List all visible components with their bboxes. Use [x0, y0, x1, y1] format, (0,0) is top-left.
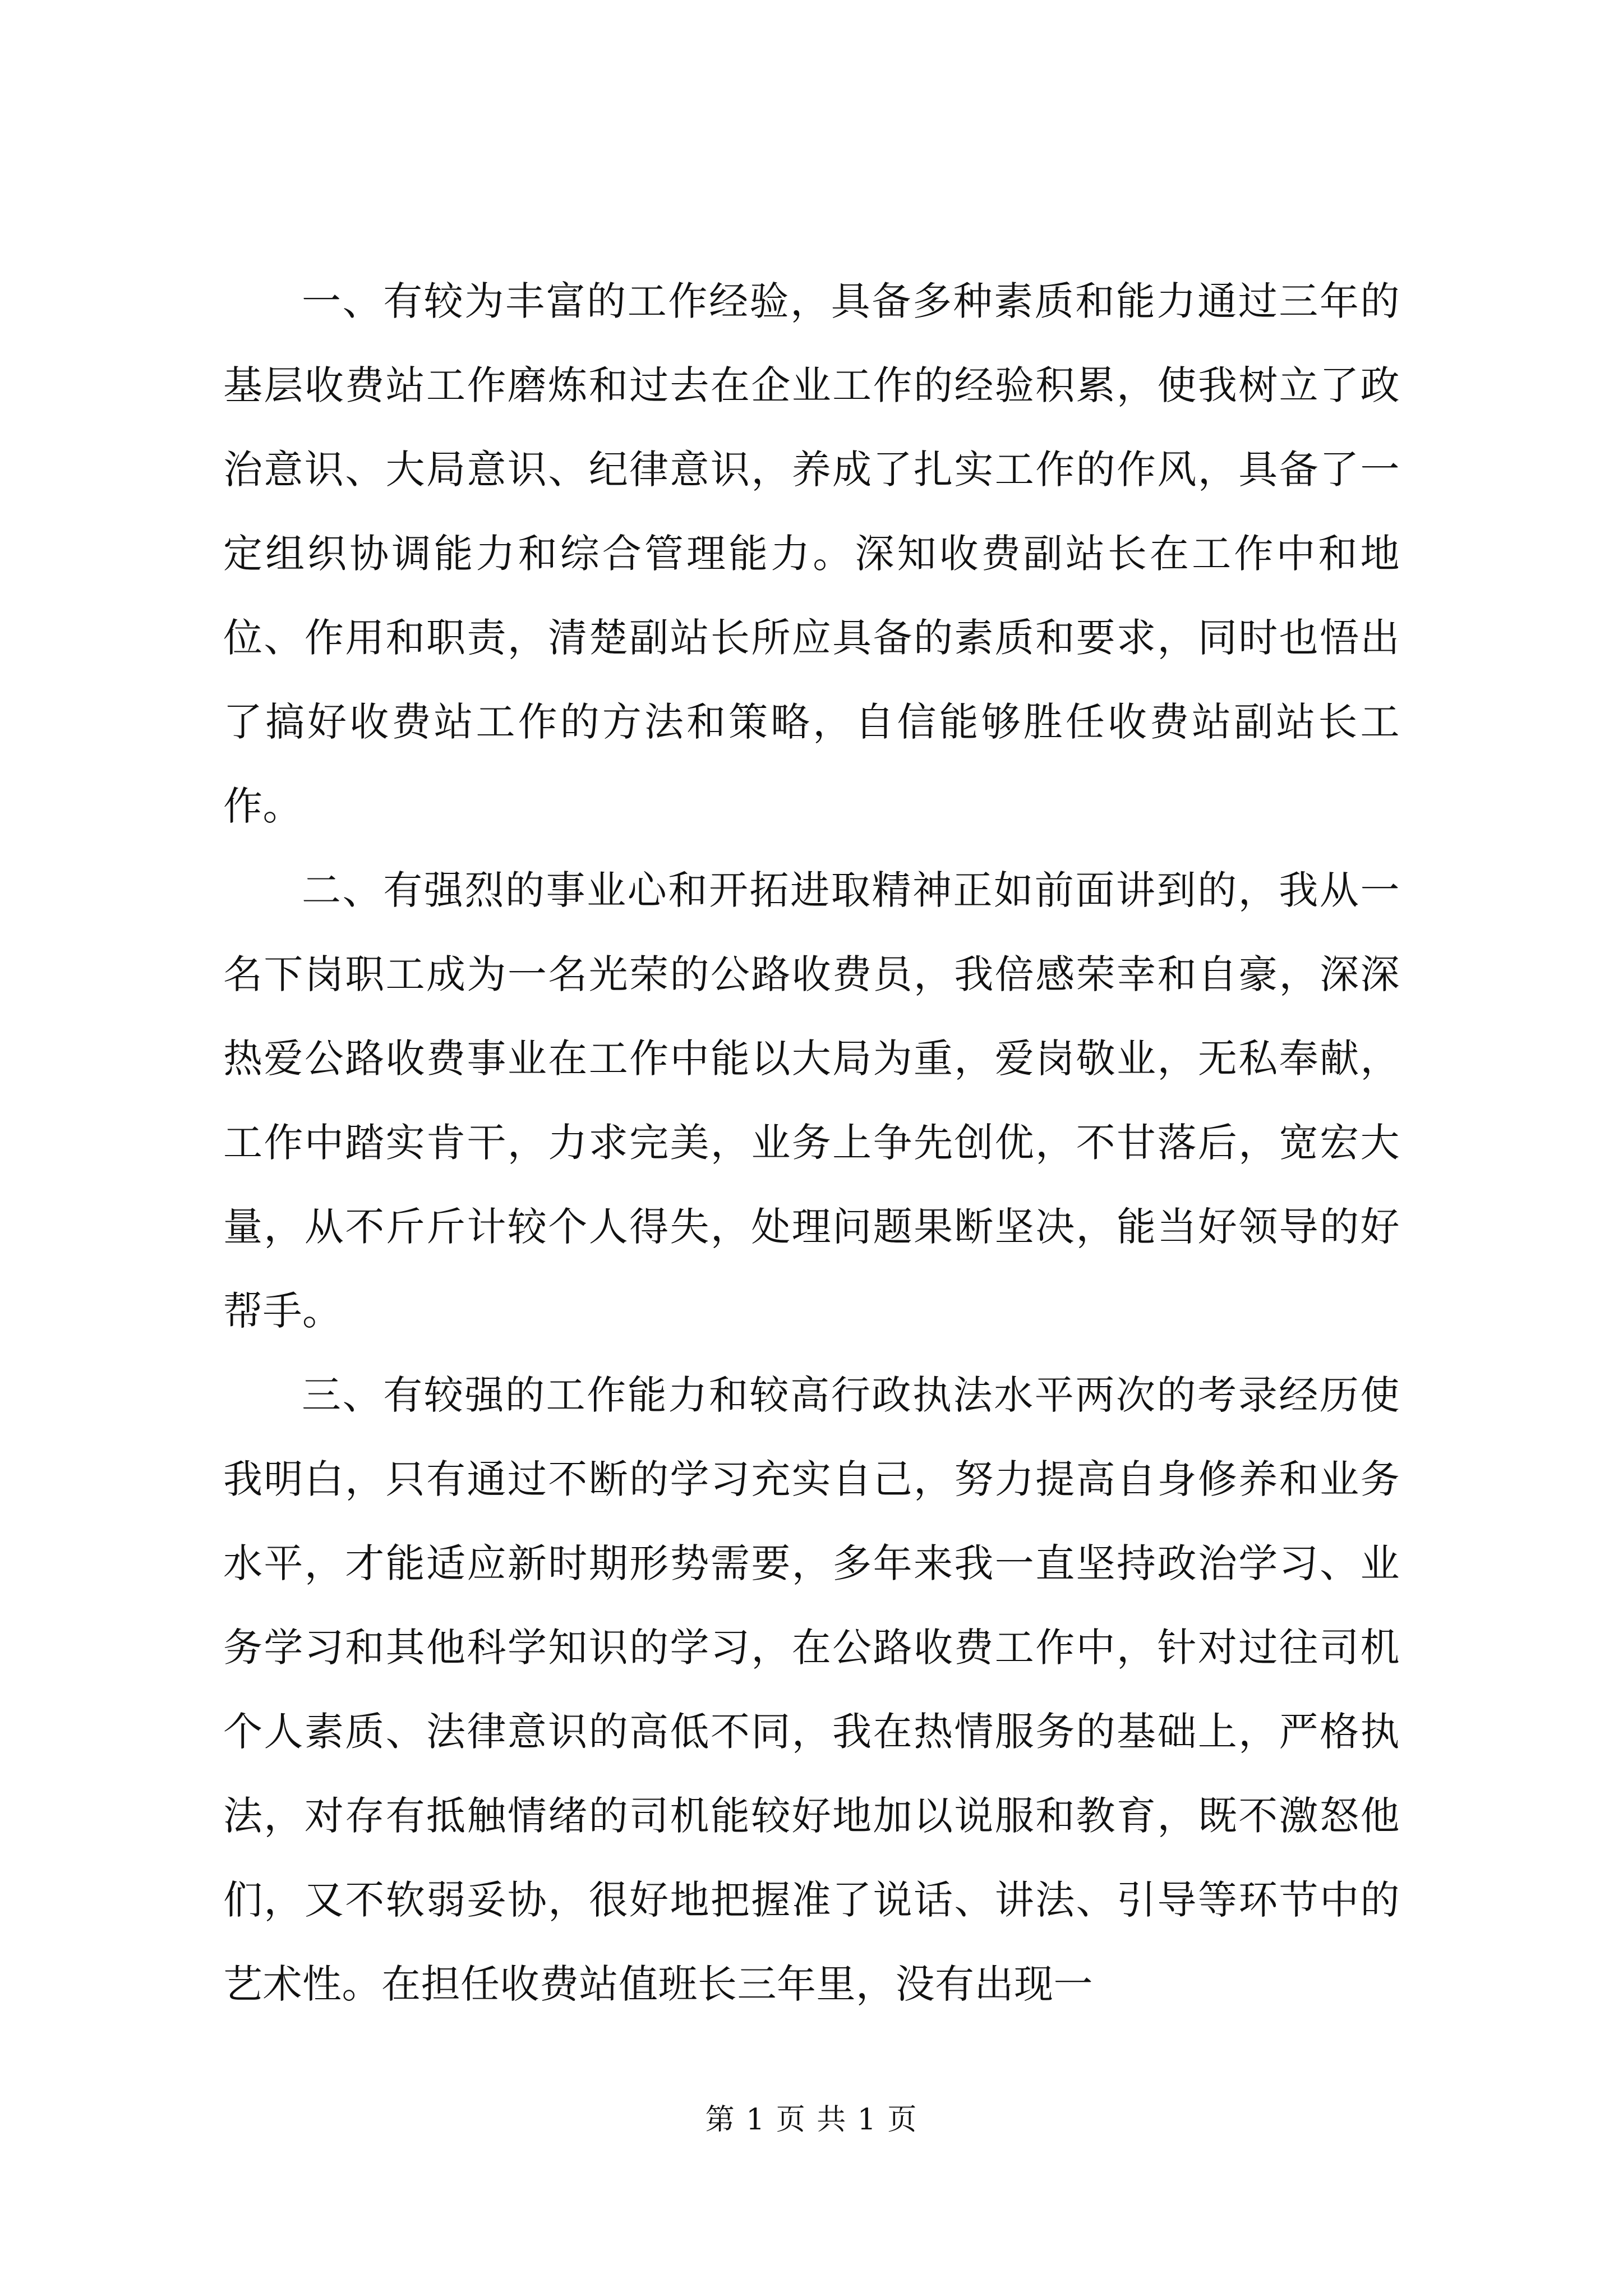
paragraph-1: 一、有较为丰富的工作经验，具备多种素质和能力通过三年的基层收费站工作磨炼和过去在企业工作的经验积累，使我树立了政治意识、大局意识、纪律意识，养成了扎实工作的作风，具备了一定组织协调能力和综合管理能力。深知收费副站长在工作中和地位、作用和职责，清楚副站长所应具备的素质和要求，同时也悟出了搞好收费站工作的方法和策略，自信能够胜任收费站副站长工作。	[223, 278, 1400, 829]
paragraph-3: 三、有较强的工作能力和较高行政执法水平两次的考录经历使我明白，只有通过不断的学习充实自己，努力提高自身修养和业务水平，才能适应新时期形势需要，多年来我一直坚持政治学习、业务学习和其他科学知识的学习，在公路收费工作中，针对过往司机个人素质、法律意识的高低不同，我在热情服务的基础上，严格执法，对存有抵触情绪的司机能较好地加以说服和教育，既不激怒他们，又不软弱妥协，很好地把握准了说话、讲法、引导等环节中的艺术性。在担任收费站值班长三年里，没有出现一	[223, 1372, 1400, 2007]
page-footer: 第 1 页 共 1 页	[705, 2103, 918, 2137]
document-body	[223, 259, 1400, 2026]
paragraph-2: 二、有强烈的事业心和开拓进取精神正如前面讲到的，我从一名下岗职工成为一名光荣的公路收费员，我倍感荣幸和自豪，深深热爱公路收费事业在工作中能以大局为重，爱岗敬业，无私奉献，工作中踏实肯干，力求完美，业务上争先创优，不甘落后，宽宏大量，从不斤斤计较个人得失，处理问题果断坚决，能当好领导的好帮手。	[223, 867, 1400, 1334]
